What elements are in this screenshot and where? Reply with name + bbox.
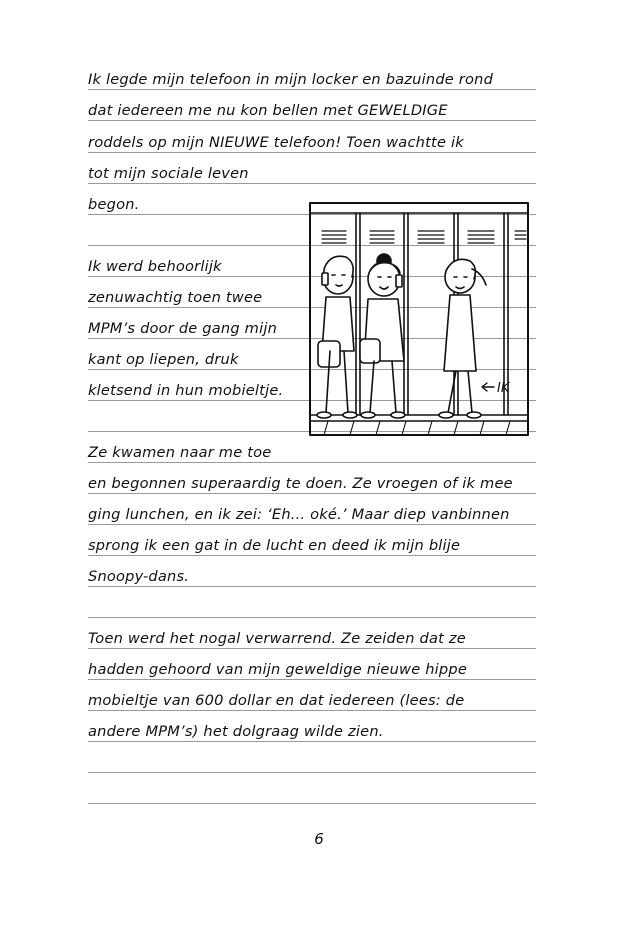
- text-line: andere MPM’s) het dolgraag wilde zien.: [88, 723, 384, 740]
- notebook-rule: [88, 772, 536, 773]
- notebook-rule: [88, 555, 536, 556]
- notebook-rule: [88, 524, 536, 525]
- notebook-rule: [88, 710, 536, 711]
- text-line: mobieltje van 600 dollar en dat iedereen (lees: de: [88, 692, 465, 709]
- notebook-rule: [88, 120, 536, 121]
- text-line: hadden gehoord van mijn geweldige nieuwe hippe: [88, 661, 468, 678]
- notebook-rule: [88, 803, 536, 804]
- notebook-rule: [88, 741, 536, 742]
- text-line: dat iedereen me nu kon bellen met GEWELDIGE: [88, 102, 448, 119]
- notebook-rule: [88, 679, 536, 680]
- text-line: Ze kwamen naar me toe: [88, 444, 272, 461]
- notebook-rule: [88, 462, 536, 463]
- text-line: Snoopy-dans.: [88, 568, 190, 585]
- notebook-rule: [88, 152, 536, 153]
- ik-label: IK: [497, 381, 510, 396]
- lockers-illustration: [308, 201, 530, 445]
- text-line: ging lunchen, en ik zei: ‘Eh... oké.’ Maar diep vanbinnen: [88, 506, 510, 523]
- text-line: tot mijn sociale leven: [88, 165, 249, 182]
- notebook-rule: [88, 617, 536, 618]
- notebook-rule: [88, 586, 536, 587]
- text-line: roddels op mijn NIEUWE telefoon! Toen wachtte ik: [88, 134, 464, 151]
- notebook-rule: [88, 493, 536, 494]
- notebook-rule: [88, 89, 536, 90]
- text-line: begon.: [88, 196, 140, 213]
- page-number: 6: [314, 830, 324, 848]
- text-line: Toen werd het nogal verwarrend. Ze zeiden dat ze: [88, 630, 466, 647]
- notebook-rule: [88, 648, 536, 649]
- notebook-rule: [88, 183, 536, 184]
- text-line: sprong ik een gat in de lucht en deed ik mijn blije: [88, 537, 461, 554]
- text-line: Ik legde mijn telefoon in mijn locker en bazuinde rond: [88, 71, 494, 88]
- text-line: en begonnen superaardig te doen. Ze vroegen of ik mee: [88, 475, 513, 492]
- text-line: kant op liepen, druk: [88, 351, 239, 368]
- text-line: kletsend in hun mobieltje.: [88, 382, 284, 399]
- text-line: Ik werd behoorlijk: [88, 258, 222, 275]
- text-line: zenuwachtig toen twee: [88, 289, 263, 306]
- text-line: MPM’s door de gang mijn: [88, 320, 278, 337]
